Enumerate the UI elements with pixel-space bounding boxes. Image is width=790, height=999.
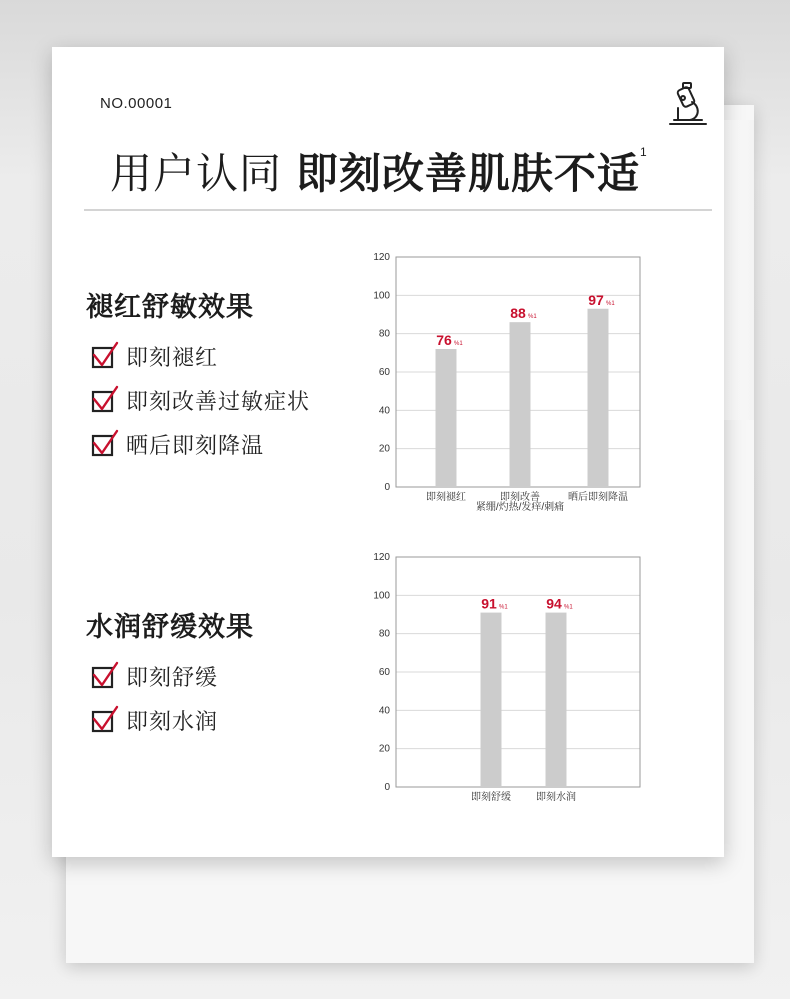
- checkbox-checked-icon: [90, 429, 120, 459]
- bar: [481, 613, 502, 787]
- list-item-label: 即刻水润: [126, 708, 219, 734]
- list-item-label: 晒后即刻降温: [126, 432, 265, 458]
- list-item: [90, 661, 218, 691]
- data-label: 94: [546, 595, 562, 612]
- y-tick-label: 60: [378, 667, 390, 678]
- bar: [510, 322, 531, 487]
- title-divider: [84, 209, 712, 211]
- bar: [588, 309, 609, 487]
- data-label: 76: [436, 332, 452, 348]
- title-light: 用户认同: [110, 150, 283, 197]
- data-label-unit: %1: [454, 341, 463, 347]
- section-heading-hydration: 水润舒缓效果: [86, 612, 254, 642]
- microscope-icon: [666, 80, 710, 128]
- title-footnote: 1: [640, 145, 648, 159]
- y-tick-label: 0: [384, 782, 390, 793]
- checkbox-checked-icon: [90, 341, 120, 371]
- data-label: 91: [481, 595, 497, 612]
- x-category-label: 即刻舒缓: [471, 792, 511, 803]
- section-heading-redness: 褪红舒敏效果: [86, 292, 254, 322]
- y-tick-label: 100: [373, 590, 390, 602]
- checkbox-checked-icon: [90, 705, 120, 735]
- x-category-label: 紧绷/灼热/发痒/刺痛: [475, 502, 565, 513]
- list-item-label: 即刻舒缓: [126, 664, 219, 690]
- y-tick-label: 0: [384, 482, 390, 493]
- list-item: [90, 429, 264, 459]
- list-item: [90, 385, 310, 415]
- y-tick-label: 120: [373, 552, 390, 563]
- y-tick-label: 60: [378, 367, 390, 378]
- y-tick-label: 20: [378, 743, 390, 755]
- data-label-unit: %1: [564, 604, 573, 611]
- list-item-label: 即刻改善过敏症状: [126, 388, 311, 414]
- data-label-unit: %1: [499, 604, 508, 611]
- data-label: 97: [588, 291, 604, 308]
- x-category-label: 即刻改善: [500, 492, 540, 503]
- bar-chart-hydration: [364, 547, 674, 812]
- data-label: 88: [510, 305, 526, 322]
- list-item: [90, 341, 218, 371]
- bar: [436, 349, 457, 487]
- data-label-unit: %1: [606, 300, 615, 307]
- checkbox-checked-icon: [90, 661, 120, 691]
- y-tick-label: 120: [373, 252, 390, 263]
- content-card: [52, 47, 724, 857]
- bar-chart-redness: [364, 247, 674, 517]
- x-category-label: 晒后即刻降温: [568, 492, 628, 503]
- x-category-label: 即刻水润: [536, 792, 576, 803]
- data-label-unit: %1: [528, 314, 537, 321]
- y-tick-label: 20: [378, 443, 390, 455]
- list-item-label: 即刻褪红: [126, 344, 219, 370]
- y-tick-label: 40: [378, 705, 390, 717]
- bar: [546, 613, 567, 787]
- background-strip: [724, 120, 754, 420]
- y-tick-label: 80: [378, 328, 390, 340]
- y-tick-label: 80: [378, 628, 390, 640]
- document-number: NO.00001: [100, 95, 173, 112]
- y-tick-label: 100: [373, 290, 390, 302]
- title-bold: 即刻改善肌肤不适: [296, 150, 641, 197]
- page-title: [110, 141, 648, 201]
- checkbox-checked-icon: [90, 385, 120, 415]
- list-item: [90, 705, 218, 735]
- x-category-label: 即刻褪红: [426, 492, 466, 503]
- y-tick-label: 40: [378, 405, 390, 417]
